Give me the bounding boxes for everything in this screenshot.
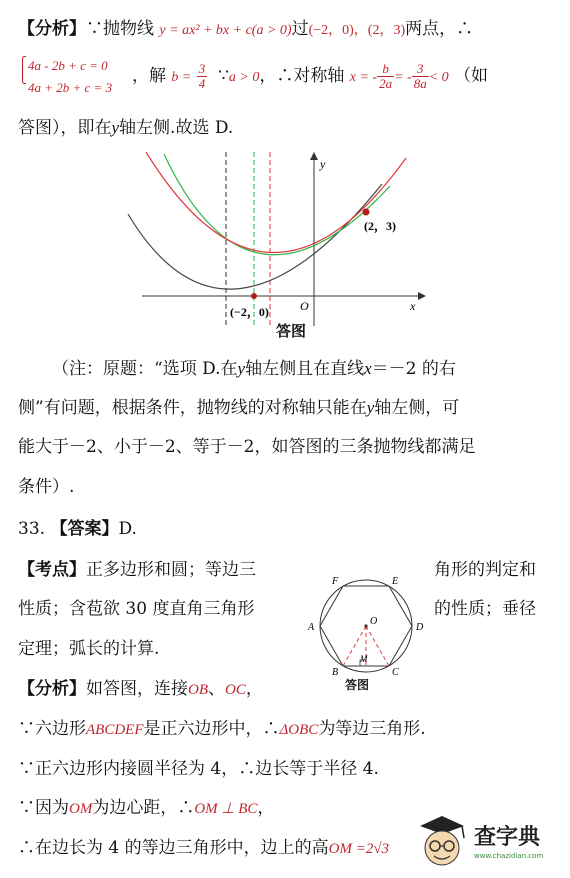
fenxi-label: 【分析】 bbox=[18, 679, 86, 699]
label-o: O bbox=[370, 616, 378, 627]
kaodian-line-3: 定理；弧长的计算. bbox=[18, 639, 160, 659]
parabola-black bbox=[128, 184, 382, 289]
segment-oc bbox=[366, 626, 389, 666]
kaodian-line-1 bbox=[18, 559, 256, 581]
center-dot bbox=[364, 624, 367, 627]
kaodian-line-1b: 角形的判定和 bbox=[434, 560, 536, 580]
ob-var: OB bbox=[188, 682, 208, 698]
kaodian-1a: 正多边形和圆；等边三 bbox=[86, 560, 256, 580]
origin-label: O bbox=[300, 299, 309, 313]
l2-b: 是正六边形中，∴ bbox=[143, 719, 280, 739]
om-var: OM bbox=[69, 801, 93, 817]
note-1a: （注：原题：“选项 D.在 bbox=[52, 359, 238, 379]
watermark-subtitle: www.chazidian.com bbox=[474, 852, 544, 860]
l5-a: ∴在边长为 4 的等边三角形中，边上的高 bbox=[18, 838, 329, 858]
note-2b: 轴左侧，可 bbox=[374, 398, 460, 418]
fenxi-line-5 bbox=[18, 837, 389, 860]
analysis-label: 【分析】 bbox=[18, 19, 86, 39]
point-a-label: (−2，0) bbox=[230, 305, 269, 319]
l2-a: ∵六边形 bbox=[18, 719, 86, 739]
label-a: A bbox=[308, 622, 315, 633]
note-1y: y bbox=[237, 359, 246, 378]
fenxi-line-4 bbox=[18, 797, 274, 820]
line3-pre: 答图），即在 bbox=[18, 118, 112, 138]
note-1b: 轴左侧且在直线 bbox=[245, 359, 365, 379]
note-line-3: 能大于－2、小于－2、等于－2，如答图的三条抛物线都满足 bbox=[18, 437, 476, 457]
watermark-title: 查字典 bbox=[474, 825, 541, 850]
q33-answer-line bbox=[18, 518, 137, 540]
analysis-line-3 bbox=[18, 117, 233, 139]
axis-text: ，∴对称轴 bbox=[259, 66, 345, 86]
line3-post: 轴左侧.故选 D. bbox=[119, 118, 234, 138]
a-positive: a > 0 bbox=[228, 70, 260, 85]
b-fraction: $\frac{3}{4}$ bbox=[198, 61, 206, 91]
note-1x: x bbox=[364, 359, 372, 378]
analysis-line-1 bbox=[18, 18, 473, 42]
watermark-logo bbox=[414, 812, 564, 874]
label-m: M bbox=[360, 654, 368, 664]
point-a-marker bbox=[251, 293, 257, 299]
abcdef-var: ABCDEF bbox=[86, 722, 144, 738]
ru-text: （如 bbox=[454, 66, 489, 86]
note-2a: 侧”有问题，根据条件，抛物线的对称轴只能在 bbox=[18, 398, 367, 418]
l4-c: ， bbox=[257, 798, 275, 818]
analysis-intro: ∵抛物线 bbox=[86, 19, 154, 39]
hexagon-figure bbox=[300, 574, 428, 680]
note-line-2 bbox=[18, 397, 459, 419]
system-eq-2: 4a + 2b + c = 3 bbox=[28, 80, 113, 95]
brace-icon: ⎧ ⎩ bbox=[18, 56, 27, 84]
l4-b: 为边心距，∴ bbox=[92, 798, 195, 818]
equation-system bbox=[18, 56, 128, 100]
answer-value: D. bbox=[118, 519, 137, 539]
figure1-caption: 答图 bbox=[276, 322, 307, 340]
answer-label: 【答案】 bbox=[50, 519, 119, 539]
because-symbol: ∵ bbox=[218, 66, 229, 86]
axis-fraction-2: $\frac{3}{8a}$ bbox=[413, 61, 427, 91]
point-b-marker bbox=[363, 209, 370, 216]
note-line-1 bbox=[52, 358, 456, 380]
figure2-caption: 答图 bbox=[345, 678, 370, 692]
points: (−2，0)，(2，3) bbox=[308, 23, 406, 38]
l2-c: 为等边三角形. bbox=[318, 719, 426, 739]
fenxi-line-2 bbox=[18, 718, 426, 741]
b-eq: b = bbox=[171, 70, 192, 85]
q33-number: 33. bbox=[18, 519, 46, 539]
axis-fraction-1: $\frac{b}{2a}$ bbox=[379, 61, 393, 91]
system-eq-1: 4a - 2b + c = 0 bbox=[28, 58, 108, 73]
note-line-4: 条件）. bbox=[18, 477, 75, 497]
om-perp: OM ⊥ BC bbox=[194, 801, 258, 817]
x-axis-arrow-icon bbox=[418, 292, 426, 300]
point-b-label: (2，3) bbox=[364, 219, 396, 233]
solve-text: ，解 bbox=[132, 66, 166, 86]
fenxi-line-3: ∵正六边形内接圆半径为 4，∴边长等于半径 4. bbox=[18, 759, 379, 779]
end-text: 两点，∴ bbox=[405, 19, 474, 39]
note-2y: y bbox=[366, 398, 375, 417]
obc-var: ΔOBC bbox=[279, 722, 319, 738]
l4-a: ∵因为 bbox=[18, 798, 69, 818]
fenxi-1: 如答图，连接 bbox=[86, 679, 188, 699]
sep: 、 bbox=[208, 679, 225, 699]
through-text: 过 bbox=[291, 19, 309, 39]
analysis-line-2 bbox=[132, 62, 488, 91]
y-axis-arrow-icon bbox=[310, 152, 318, 160]
fenxi-1-end: ， bbox=[245, 679, 263, 699]
label-d: D bbox=[416, 622, 424, 633]
parabola-eq: y = ax² + bx + c(a > 0) bbox=[159, 23, 292, 38]
kaodian-line-2b: 的性质；垂径 bbox=[434, 599, 536, 619]
axis-lt: < 0 bbox=[428, 70, 449, 85]
y-axis-label: y bbox=[320, 157, 326, 171]
parabola-green bbox=[164, 154, 390, 255]
note-1c: ＝－2 的右 bbox=[371, 359, 456, 379]
axis-x: x = - bbox=[349, 70, 378, 85]
label-f: F bbox=[332, 576, 339, 587]
kaodian-line-2: 性质；含苞欲 30 度直角三角形 bbox=[18, 599, 255, 619]
mascot-icon bbox=[414, 812, 470, 872]
axis-eq: = - bbox=[394, 70, 412, 85]
parabola-figure bbox=[120, 148, 440, 332]
label-b: B bbox=[332, 667, 339, 678]
oc-var: OC bbox=[225, 682, 246, 698]
om-value: OM =2√3 bbox=[328, 841, 390, 857]
fenxi-line-1 bbox=[18, 678, 263, 701]
y-var: y bbox=[111, 118, 120, 137]
kaodian-label: 【考点】 bbox=[18, 560, 86, 580]
label-e: E bbox=[392, 576, 399, 587]
label-c: C bbox=[392, 667, 399, 678]
x-axis-label: x bbox=[410, 299, 416, 313]
